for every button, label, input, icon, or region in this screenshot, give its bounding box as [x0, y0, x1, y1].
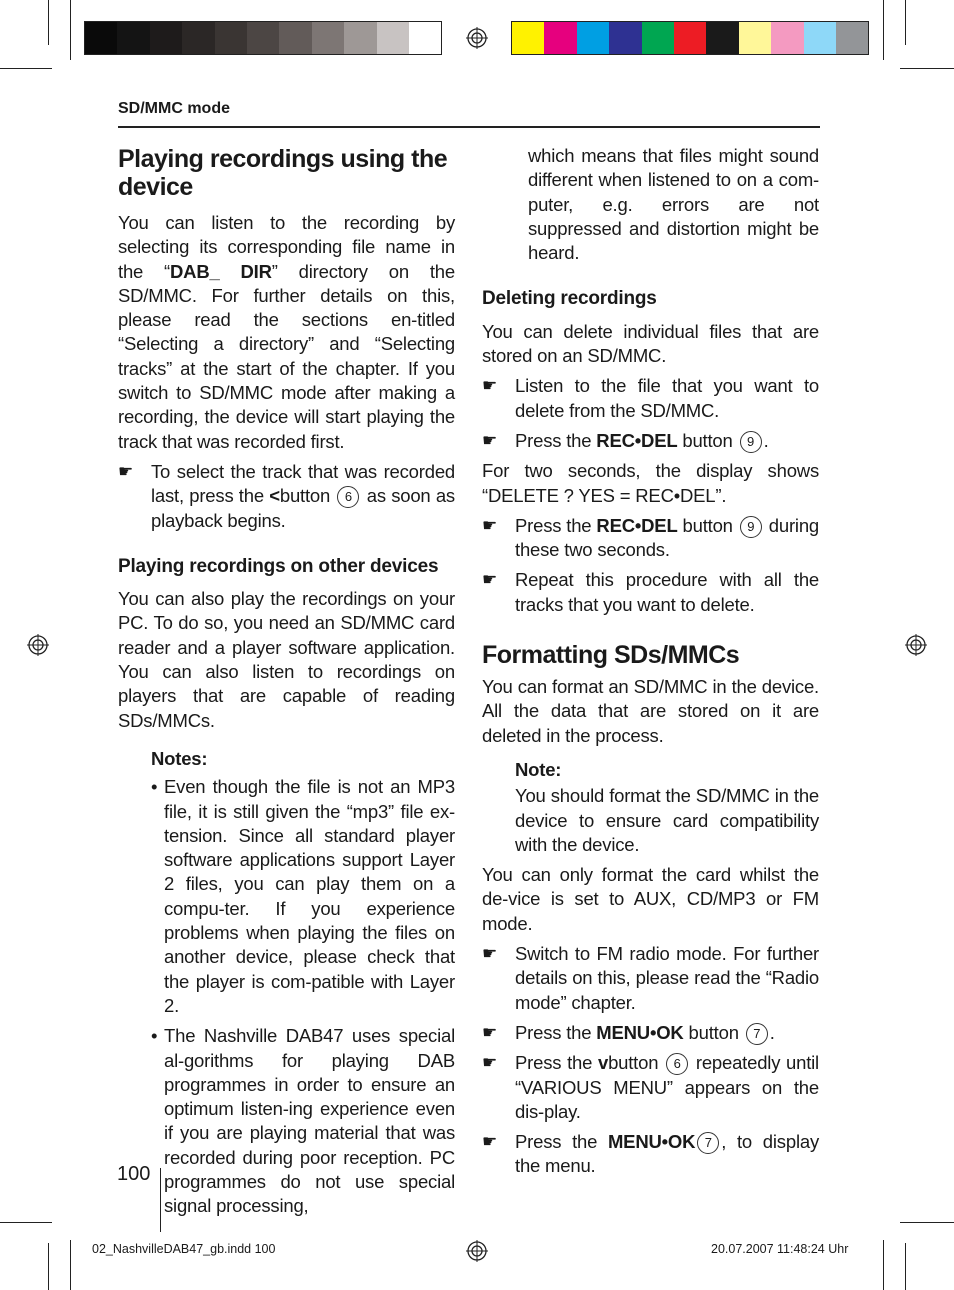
color-swatch — [182, 22, 214, 54]
paragraph: You can only format the card whilst the de-vice is set to AUX, CD/MP3 or FM mode. — [482, 864, 819, 934]
button-number: 9 — [740, 516, 762, 538]
crop-mark — [70, 1240, 71, 1290]
crop-mark — [48, 1243, 49, 1290]
footer-file: 02_NashvilleDAB47_gb.indd 100 — [92, 1242, 276, 1256]
color-swatch — [512, 22, 544, 54]
gray-swatch-bar — [84, 21, 442, 55]
paragraph: You can also play the recordings on your PC. To do so, you need an SD/MMC card reader and a player software application. You can also listen to recordings on players that are capable of reading SDs/MMCs. — [118, 588, 455, 731]
note-item: • The Nashville DAB47 uses special al-gorithms for playing DAB programmes in order to ensure an optimum listen-ing experience even if you are playing material that was recorded during poor reception. PC programmes do not use special signal processing, — [151, 1025, 455, 1217]
section-heading: Formatting SDs/MMCs — [482, 641, 740, 670]
paragraph: For two seconds, the display shows “DELETE ? YES = REC•DEL”. — [482, 460, 819, 506]
color-swatch — [771, 22, 803, 54]
color-swatch — [577, 22, 609, 54]
color-swatch — [377, 22, 409, 54]
hand-pointer-icon: ☛ — [482, 376, 498, 396]
section-heading: Playing recordings using the device — [118, 145, 448, 201]
crop-mark — [0, 1222, 52, 1223]
note-item: • Even though the file is not an MP3 file, it is still given the “mp3” file ex-tension. Since all standard player software applications support Layer 2 files, you can play them on a compu-ter. If you experience problems when playing the files on another device, please check that the player is com-patible with Layer 2. — [151, 776, 455, 1016]
color-swatch — [344, 22, 376, 54]
hand-pointer-icon: ☛ — [482, 944, 498, 964]
page-number: 100 — [117, 1163, 151, 1185]
crop-mark — [883, 1240, 884, 1290]
hand-pointer-icon: ☛ — [482, 570, 498, 590]
subheading: Playing recordings on other devices — [118, 555, 439, 577]
notes-title: Notes: — [151, 747, 208, 769]
crop-mark — [905, 1243, 906, 1290]
color-swatch — [706, 22, 738, 54]
color-swatch — [150, 22, 182, 54]
color-swatch — [544, 22, 576, 54]
button-number: 6 — [666, 1053, 688, 1075]
color-swatch — [85, 22, 117, 54]
crop-mark — [900, 1222, 954, 1223]
paragraph: You can listen to the recording by selecting its corresponding file name in the “DAB_ DIR” directory on the SD/MMC. For further details on this, please read the sections en-titled “Selecting a directory” and “Selecting tracks” at the start of the chapter. If you switch to SD/MMC mode after making a recording, the device will start playing the track that was recorded first. — [118, 212, 455, 452]
hand-pointer-icon: ☛ — [482, 515, 498, 535]
color-swatch — [312, 22, 344, 54]
color-swatch — [739, 22, 771, 54]
paragraph: You can delete individual files that are stored on an SD/MMC. — [482, 320, 819, 367]
color-swatch — [609, 22, 641, 54]
color-swatch — [804, 22, 836, 54]
note-box: Note: You should format the SD/MMC in the device to ensure card compatibility with the device. — [515, 758, 819, 855]
registration-mark-icon — [466, 27, 488, 49]
note-continuation: which means that files might sound different when listened to on a com-puter, e.g. errors are not suppressed and distortion might be heard. — [528, 145, 819, 264]
registration-mark-icon — [27, 634, 49, 656]
crop-mark — [883, 0, 884, 60]
hand-pointer-icon: ☛ — [118, 461, 134, 481]
button-number: 7 — [697, 1132, 719, 1154]
color-swatch — [642, 22, 674, 54]
color-swatch — [117, 22, 149, 54]
subheading: Deleting recordings — [482, 288, 657, 310]
hand-pointer-icon: ☛ — [482, 430, 498, 450]
color-swatch — [279, 22, 311, 54]
hand-pointer-icon: ☛ — [482, 1132, 498, 1152]
note-title: Note: — [515, 758, 562, 780]
running-header: SD/MMC mode — [118, 100, 230, 117]
left-arrow-glyph: < — [269, 485, 280, 507]
header-rule — [118, 126, 820, 128]
crop-mark — [48, 0, 49, 45]
instruction-item: ☛ Press the REC•DEL button 9 during these two seconds. — [482, 514, 819, 563]
hand-pointer-icon: ☛ — [482, 1022, 498, 1042]
crop-mark — [905, 0, 906, 45]
color-swatch — [836, 22, 868, 54]
instruction-item: ☛ Press the MENU•OK 7 , to display the menu. — [482, 1130, 819, 1179]
color-swatch-bar — [511, 21, 869, 55]
paragraph: You can format an SD/MMC in the device. All the data that are stored on it are deleted in the process. — [482, 676, 819, 746]
hand-pointer-icon: ☛ — [482, 1053, 498, 1073]
color-swatch — [215, 22, 247, 54]
instruction-item: ☛ Press the REC•DEL button 9 . — [482, 429, 819, 453]
button-number: 7 — [746, 1023, 768, 1045]
notes-box — [151, 747, 455, 1219]
registration-mark-icon — [466, 1240, 488, 1262]
crop-mark — [900, 68, 954, 69]
color-swatch — [674, 22, 706, 54]
instruction-item: ☛ Switch to FM radio mode. For further details on this, please read the “Radio mode” chapter. — [482, 942, 819, 1015]
down-arrow-glyph: v — [597, 1052, 609, 1074]
crop-mark — [70, 0, 71, 60]
left-column — [118, 145, 455, 1219]
instruction-item: ☛ Press the MENU•OK button 7 . — [482, 1021, 819, 1045]
color-swatch — [409, 22, 441, 54]
button-number: 6 — [337, 486, 359, 508]
instruction-item: ☛ Repeat this procedure with all the tracks that you want to delete. — [482, 568, 819, 617]
color-swatch — [247, 22, 279, 54]
registration-mark-icon — [905, 634, 927, 656]
button-number: 9 — [740, 431, 762, 453]
right-column — [482, 144, 819, 1179]
instruction-item: ☛ To select the track that was recorded last, press the <button 6 as soon as playback begins. — [118, 460, 455, 533]
footer-date: 20.07.2007 11:48:24 Uhr — [711, 1242, 849, 1256]
instruction-item: ☛ Press the vbutton 6 repeatedly until “VARIOUS MENU” appears on the dis-play. — [482, 1051, 819, 1124]
instruction-item: ☛ Listen to the file that you want to delete from the SD/MMC. — [482, 374, 819, 423]
crop-mark — [0, 68, 52, 69]
